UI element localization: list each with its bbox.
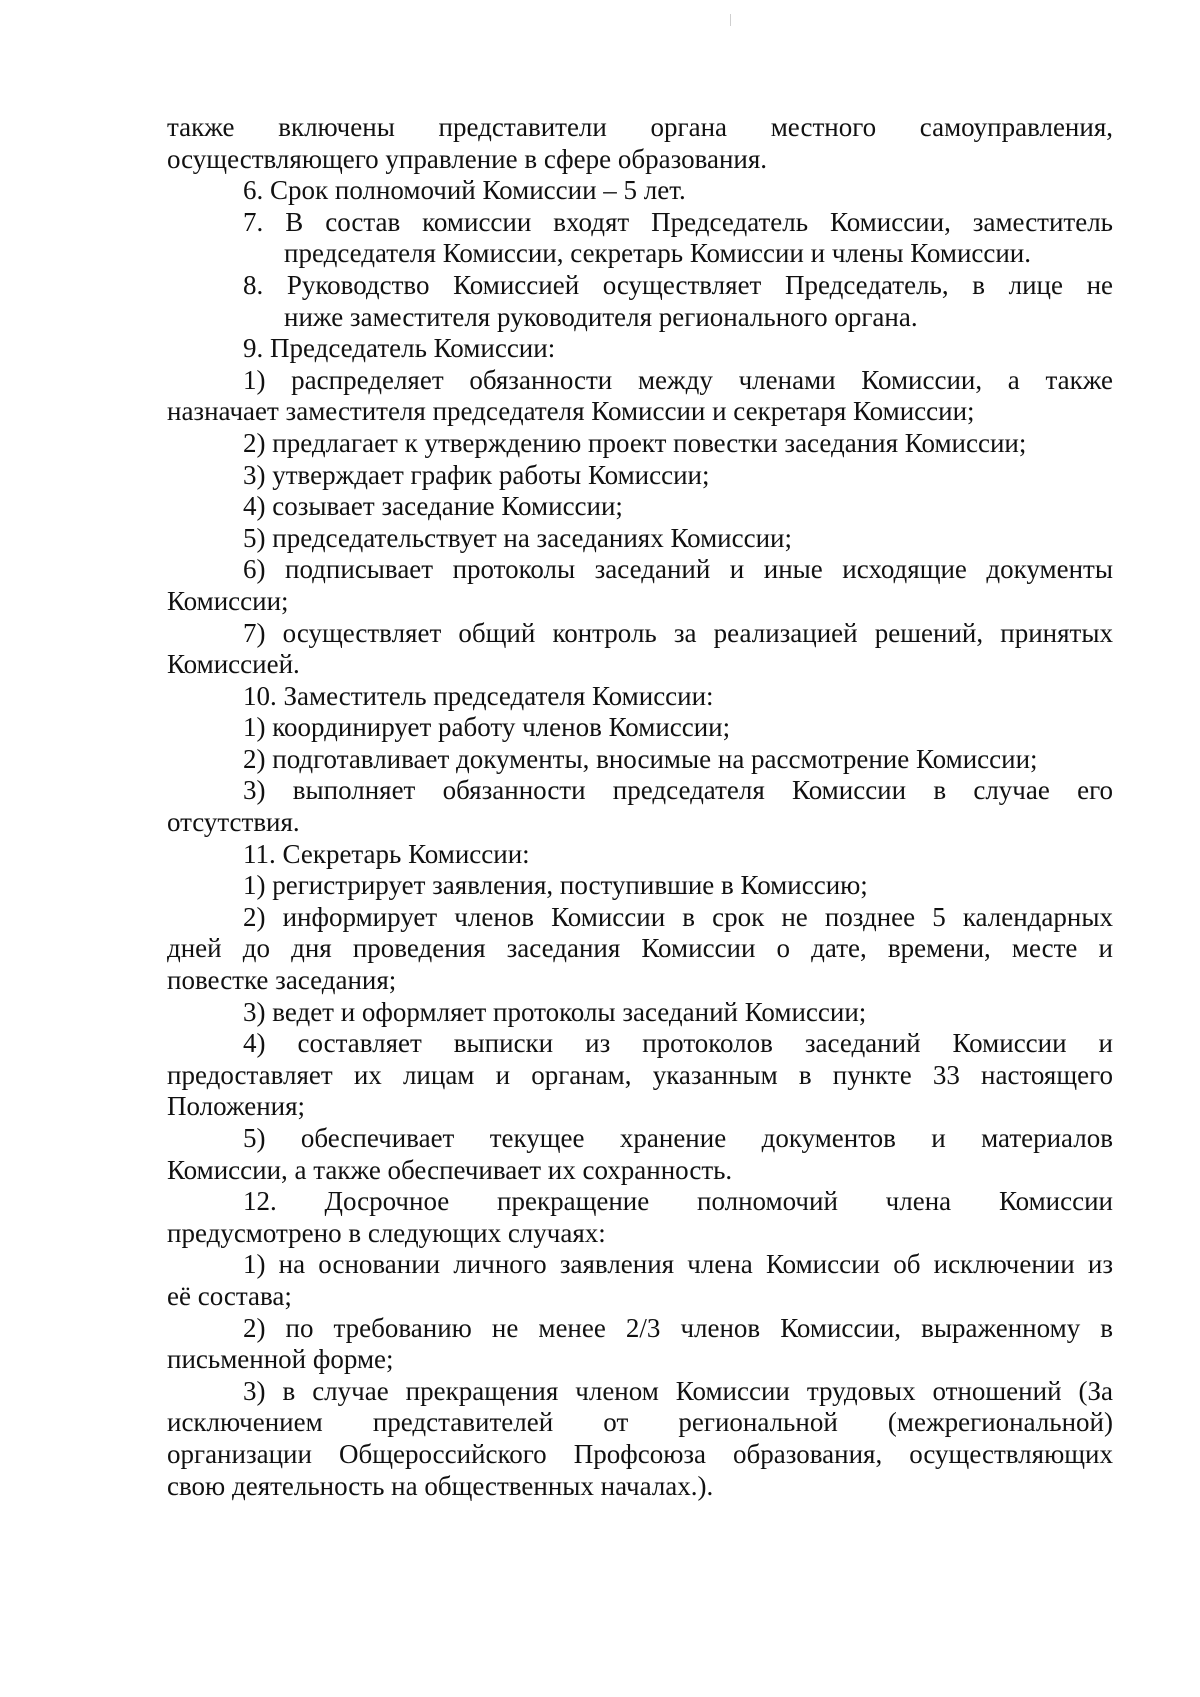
text-line: предоставляет их лицам и органам, указанным в пункте 33 настоящего <box>167 1059 1113 1090</box>
text-line: Положения; <box>167 1091 306 1122</box>
text-line: 2) по требованию не менее 2/3 членов Комиссии, выраженному в <box>243 1312 1113 1343</box>
text-line: свою деятельность на общественных началах.). <box>167 1470 714 1501</box>
text-line: 1) на основании личного заявления члена Комиссии об исключении из <box>243 1249 1113 1280</box>
text-line: исключением представителей от региональной (межрегиональной) <box>167 1407 1113 1438</box>
text-line: 7) осуществляет общий контроль за реализацией решений, принятых <box>243 617 1113 648</box>
scan-mark <box>730 14 731 26</box>
text-line: организации Общероссийского Профсоюза образования, осуществляющих <box>167 1438 1113 1469</box>
text-line: её состава; <box>167 1280 292 1311</box>
text-line: 10. Заместитель председателя Комиссии: <box>243 680 714 711</box>
document-page <box>167 112 1113 1502</box>
text-line: 8. Руководство Комиссией осуществляет Председатель, в лице не <box>243 269 1113 300</box>
text-line: 6) подписывает протоколы заседаний и иные исходящие документы <box>243 554 1113 585</box>
text-line: Комиссии, а также обеспечивает их сохранность. <box>167 1154 733 1185</box>
text-line: повестке заседания; <box>167 965 397 996</box>
text-line: ниже заместителя руководителя регионального органа. <box>284 301 918 332</box>
text-line: 5) обеспечивает текущее хранение документов и материалов <box>243 1123 1113 1153</box>
text-line: 11. Секретарь Комиссии: <box>243 838 530 869</box>
text-line: председателя Комиссии, секретарь Комиссии и члены Комиссии. <box>284 238 1032 269</box>
text-line: 6. Срок полномочий Комиссии – 5 лет. <box>243 175 686 206</box>
text-line: 3) ведет и оформляет протоколы заседаний Комиссии; <box>243 996 867 1027</box>
text-line: 5) председательствует на заседаниях Комиссии; <box>243 522 792 553</box>
text-line: назначает заместителя председателя Комиссии и секретаря Комиссии; <box>167 396 975 427</box>
text-line: 3) выполняет обязанности председателя Комиссии в случае его <box>243 775 1113 806</box>
text-line: 4) созывает заседание Комиссии; <box>243 491 623 522</box>
text-line: 9. Председатель Комиссии: <box>243 333 556 364</box>
text-line: 2) информирует членов Комиссии в срок не позднее 5 календарных <box>243 901 1113 932</box>
text-line: 3) в случае прекращения членом Комиссии трудовых отношений (За <box>243 1375 1113 1406</box>
text-line: Комиссии; <box>167 585 289 616</box>
text-line: осуществляющего управление в сфере образования. <box>167 143 768 174</box>
text-line: отсутствия. <box>167 807 300 838</box>
text-line: 1) распределяет обязанности между членами Комиссии, а также <box>243 364 1113 395</box>
text-line: 1) регистрирует заявления, поступившие в Комиссию; <box>243 870 868 901</box>
text-line: 7. В состав комиссии входят Председатель Комиссии, заместитель <box>243 206 1113 237</box>
text-line: письменной форме; <box>167 1344 394 1375</box>
text-line: также включены представители органа местного самоуправления, <box>167 112 1113 142</box>
text-line: 4) составляет выписки из протоколов заседаний Комиссии и <box>243 1028 1113 1059</box>
text-line: 1) координирует работу членов Комиссии; <box>243 712 731 743</box>
text-line: 12. Досрочное прекращение полномочий члена Комиссии <box>243 1186 1113 1217</box>
text-line: 2) подготавливает документы, вносимые на рассмотрение Комиссии; <box>243 743 1038 774</box>
text-line: 2) предлагает к утверждению проект повестки заседания Комиссии; <box>243 427 1027 458</box>
text-line: 3) утверждает график работы Комиссии; <box>243 459 710 490</box>
text-line: предусмотрено в следующих случаях: <box>167 1217 606 1248</box>
text-line: Комиссией. <box>167 649 300 680</box>
text-line: дней до дня проведения заседания Комиссии о дате, времени, месте и <box>167 933 1113 964</box>
